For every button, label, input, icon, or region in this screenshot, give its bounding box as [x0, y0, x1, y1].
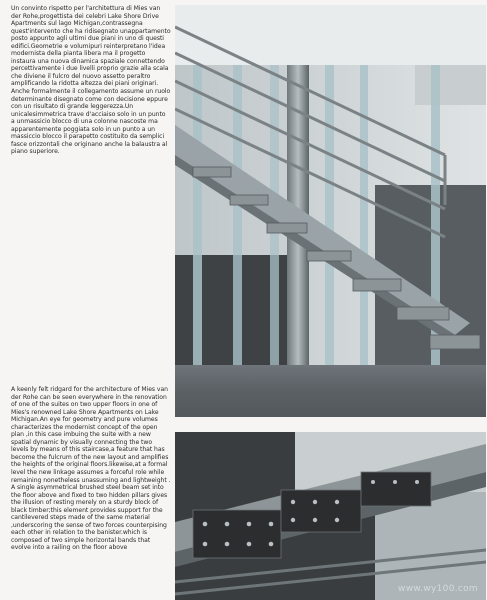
italian-body-text: Un convinto rispetto per l'architettura di Mies van der Rohe,progettista dei celebri Lake Shore Drive Apartments sul lago Michigan,contrassegna quest'intervento che ha ridisegnato unappartamento posto appunto agli ultimi due piani in uno di questi edifici.Geometrie e volumipuri reinterpretano l'idea modernista della pianta libera ma il progetto instaura una nuova dinamica spaziale connettendo percettivamente i due livelli proprio grazie alla scala che diviene il fulcro del nuovo assetto peraltro amplificando la ridotta altezza dei piani originari. Anche formalmente il collegamento assume un ruolo determinante disegnato come con decisione eppure con un risultato di grande leggerezza.Un unicalesimmetrica trave d'acciaiso solo in un punto a unmassicio blocco di una colonne nascoste ma apparentemente poggiata solo in un punto a un massiccio blocco il parapetto costituito da semplici fasce orizzontali che originano anche la balaustra al piano superiore. [11, 5, 171, 156]
english-body-text: A keenly felt ridgard for the architecture of Mies van der Rohe can be seen everywhere in the renovation of one of the suites on two upper floors in one of Mies's renowned Lake Shore Apartments on Lake Michigan.An eye for geometry and pure volumes characterizes the modernist concept of the open plan ,in this case imbuing the suite with a new spatial dynamic by visually connecting the two levels by means of this staircase,a feature that has become the fulcrum of the new layout and amplifies the heights of the original floors.likewise,at a formal level the new linkage assumes a forceful role while remaining nonetheless unassuming and lightweight . A single asymmetrical brushed steel beam set into the floor above and fixed to two hidden pillars gives the illusion of resting merely on a sturdy block of black timber;this element provides support for the cantilevered steps made of the same material ,underscoring the sense of two forces counterpising each other in relation to the banister.which is composed of two simple horizontal bands that evolve into a railing on the floor above [11, 386, 171, 552]
watermark: www.wy100.com [398, 584, 478, 594]
stair-detail-photo [175, 432, 486, 600]
stair-detail-illustration [175, 432, 486, 600]
staircase-photo [175, 5, 486, 417]
staircase-illustration [175, 5, 486, 417]
